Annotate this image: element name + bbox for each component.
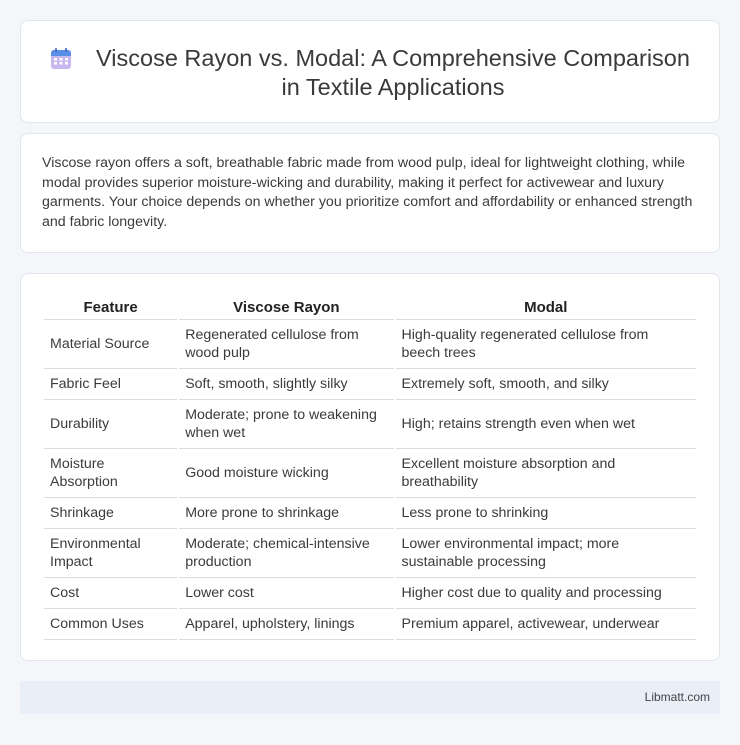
modal-cell: High; retains strength even when wet	[396, 400, 696, 449]
feature-cell: Common Uses	[44, 609, 177, 640]
modal-cell: Extremely soft, smooth, and silky	[396, 369, 696, 400]
viscose-cell: Good moisture wicking	[179, 449, 393, 498]
feature-cell: Cost	[44, 578, 177, 609]
table-header-row	[44, 294, 696, 320]
feature-cell: Fabric Feel	[44, 369, 177, 400]
table-row	[44, 578, 696, 609]
header-modal: Modal	[396, 294, 696, 320]
header-card	[20, 20, 720, 123]
table-row	[44, 498, 696, 529]
header-feature: Feature	[44, 294, 177, 320]
viscose-cell: Regenerated cellulose from wood pulp	[179, 320, 393, 369]
table-row	[44, 449, 696, 498]
feature-cell: Moisture Absorption	[44, 449, 177, 498]
calendar-icon	[49, 47, 73, 71]
modal-cell: Premium apparel, activewear, underwear	[396, 609, 696, 640]
table-row	[44, 529, 696, 578]
summary-text: Viscose rayon offers a soft, breathable fabric made from wood pulp, ideal for lightweight clothing, while modal provides superior moisture-wicking and durability, making it perfect for activewear and luxury garments. Your choice depends on whether you prioritize comfort and affordability or enhanced strength and fabric longevity.	[42, 155, 693, 230]
feature-cell: Durability	[44, 400, 177, 449]
viscose-cell: Moderate; prone to weakening when wet	[179, 400, 393, 449]
viscose-cell: More prone to shrinkage	[179, 498, 393, 529]
table-row	[44, 609, 696, 640]
feature-cell: Shrinkage	[44, 498, 177, 529]
table-row	[44, 369, 696, 400]
viscose-cell: Lower cost	[179, 578, 393, 609]
viscose-cell: Moderate; chemical-intensive production	[179, 529, 393, 578]
feature-cell: Environmental Impact	[44, 529, 177, 578]
modal-cell: Lower environmental impact; more sustainable processing	[396, 529, 696, 578]
modal-cell: Excellent moisture absorption and breathability	[396, 449, 696, 498]
summary-card	[20, 133, 720, 253]
viscose-cell: Apparel, upholstery, linings	[179, 609, 393, 640]
feature-cell: Material Source	[44, 320, 177, 369]
comparison-table	[42, 294, 698, 640]
page-title: Viscose Rayon vs. Modal: A Comprehensive Comparison in Textile Applications	[96, 45, 690, 100]
table-row	[44, 400, 696, 449]
modal-cell: Higher cost due to quality and processing	[396, 578, 696, 609]
footer	[20, 681, 720, 714]
modal-cell: High-quality regenerated cellulose from beech trees	[396, 320, 696, 369]
footer-brand-link[interactable]: Libmatt.com	[644, 690, 710, 704]
comparison-table-card	[20, 273, 720, 661]
viscose-cell: Soft, smooth, slightly silky	[179, 369, 393, 400]
modal-cell: Less prone to shrinking	[396, 498, 696, 529]
table-row	[44, 320, 696, 369]
header-viscose-rayon: Viscose Rayon	[179, 294, 393, 320]
